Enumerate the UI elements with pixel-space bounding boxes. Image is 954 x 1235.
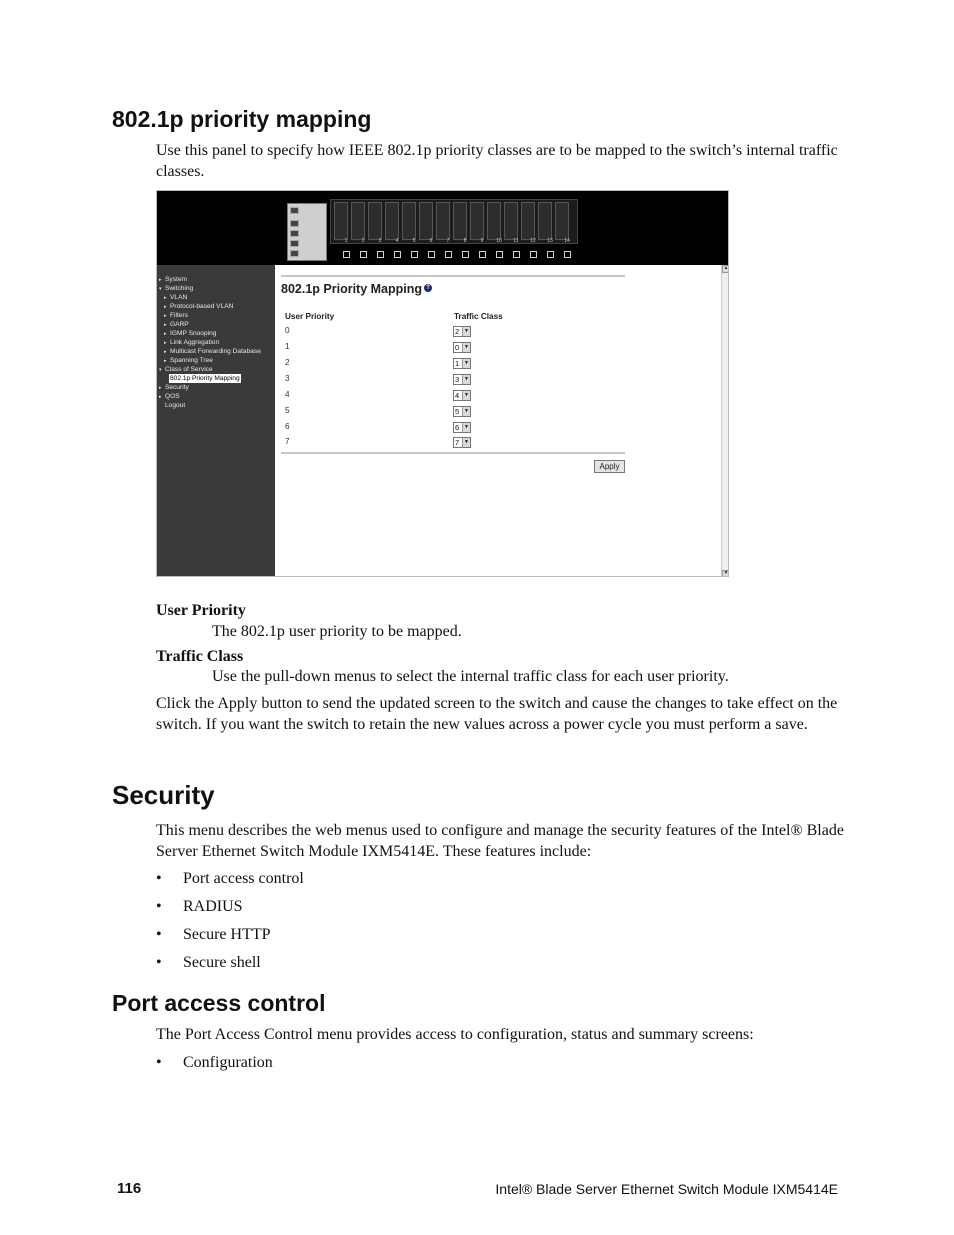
- select-value: 7: [455, 438, 460, 447]
- device-led: [290, 207, 299, 214]
- traffic-class-select[interactable]: [453, 374, 471, 385]
- intro-paragraph: Use this panel to specify how IEEE 802.1p priority classes are to be mapped to the switch’s internal traffic classes.: [156, 142, 838, 180]
- nav-label: Security: [165, 384, 189, 391]
- definition-term: Traffic Class: [156, 648, 244, 665]
- port-number: 3: [378, 238, 382, 244]
- dropdown-arrow-icon: ▼: [462, 375, 470, 384]
- apply-button[interactable]: Apply: [594, 460, 625, 473]
- port-slot: [538, 202, 552, 240]
- traffic-class-select[interactable]: [453, 342, 471, 353]
- col-header-user-priority: User Priority: [285, 312, 335, 321]
- port-led: [428, 251, 435, 258]
- user-priority-value: 4: [285, 390, 290, 399]
- port-slot: [368, 202, 382, 240]
- user-priority-value: 1: [285, 342, 290, 351]
- port-number: 11: [513, 238, 519, 244]
- port-slot: [555, 202, 569, 240]
- list-item: [156, 869, 556, 890]
- port-slot: [521, 202, 535, 240]
- traffic-class-select[interactable]: [453, 422, 471, 433]
- list-item-text: RADIUS: [183, 898, 243, 915]
- port-number: 12: [530, 238, 536, 244]
- page-number: 116: [117, 1180, 142, 1197]
- port-number: 6: [429, 238, 433, 244]
- vertical-scrollbar[interactable]: [721, 265, 729, 577]
- port-slot: [385, 202, 399, 240]
- dropdown-arrow-icon: ▼: [462, 407, 470, 416]
- list-item: [156, 897, 556, 918]
- port-slot: [351, 202, 365, 240]
- traffic-class-select[interactable]: [453, 406, 471, 417]
- port-slot: [453, 202, 467, 240]
- traffic-class-select[interactable]: [453, 390, 471, 401]
- bullet-icon: •: [156, 926, 162, 943]
- port-number: 14: [564, 238, 570, 244]
- nav-label: VLAN: [170, 294, 188, 301]
- bullet-icon: •: [156, 954, 162, 971]
- definition-term: User Priority: [156, 602, 246, 619]
- dropdown-arrow-icon: ▼: [462, 423, 470, 432]
- nav-tree: [157, 265, 275, 577]
- traffic-class-select[interactable]: [453, 358, 471, 369]
- device-led: [290, 250, 299, 257]
- caret-right-icon: ▸: [159, 385, 162, 391]
- port-slot: [487, 202, 501, 240]
- caret-right-icon: ▸: [164, 322, 167, 328]
- dropdown-arrow-icon: ▼: [462, 327, 470, 336]
- nav-label: Spanning Tree: [170, 357, 213, 364]
- port-number: 13: [547, 238, 553, 244]
- list-item-text: Secure shell: [183, 954, 261, 971]
- port-number: 7: [446, 238, 450, 244]
- port-number: 1: [344, 238, 348, 244]
- user-priority-value: 3: [285, 374, 290, 383]
- select-value: 1: [455, 359, 460, 368]
- divider: [281, 452, 625, 454]
- bullet-icon: •: [156, 898, 162, 915]
- user-priority-value: 6: [285, 422, 290, 431]
- section-heading-priority-mapping: 802.1p priority mapping: [112, 106, 372, 132]
- footer-doc-title: Intel® Blade Server Ethernet Switch Module IXM5414E: [495, 1181, 838, 1197]
- nav-label: Switching: [165, 285, 194, 292]
- dropdown-arrow-icon: ▼: [462, 391, 470, 400]
- port-led: [360, 251, 367, 258]
- port-led: [513, 251, 520, 258]
- dropdown-arrow-icon: ▼: [462, 343, 470, 352]
- port-slot: [419, 202, 433, 240]
- caret-right-icon: ▸: [164, 349, 167, 355]
- apply-paragraph: Click the Apply button to send the updated screen to the switch and cause the changes to take effect on the switch. If you want the switch to retain the new values across a power cycle you must perform a save.: [156, 695, 838, 733]
- port-led: [496, 251, 503, 258]
- device-led: [290, 240, 299, 247]
- nav-item-logout[interactable]: Logout: [165, 402, 186, 409]
- list-item: [156, 953, 556, 974]
- help-icon[interactable]: ?: [424, 284, 432, 292]
- select-value: 3: [455, 375, 460, 384]
- nav-label: Protocol-based VLAN: [170, 303, 234, 310]
- dropdown-arrow-icon: ▼: [462, 359, 470, 368]
- port-led: [462, 251, 469, 258]
- scroll-up-icon[interactable]: ▲: [723, 266, 729, 271]
- device-banner: [157, 191, 729, 265]
- caret-right-icon: ▸: [164, 295, 167, 301]
- port-number: 4: [395, 238, 399, 244]
- caret-down-icon: ▾: [159, 286, 162, 292]
- scroll-down-icon[interactable]: ▼: [723, 571, 729, 576]
- nav-label: Multicast Forwarding Database: [170, 348, 261, 355]
- port-number: 9: [480, 238, 484, 244]
- port-access-intro: The Port Access Control menu provides access to configuration, status and summary screens:: [156, 1026, 754, 1043]
- caret-down-icon: ▾: [159, 367, 162, 373]
- list-item: [156, 925, 556, 946]
- list-item-text: Configuration: [183, 1054, 273, 1071]
- caret-right-icon: ▸: [159, 394, 162, 400]
- content-pane: [275, 265, 721, 577]
- traffic-class-select[interactable]: [453, 326, 471, 337]
- definition-desc: Use the pull-down menus to select the internal traffic class for each user priority.: [212, 668, 729, 685]
- dropdown-arrow-icon: ▼: [462, 438, 470, 447]
- nav-label: Link Aggregation: [170, 339, 220, 346]
- port-led: [445, 251, 452, 258]
- select-value: 2: [455, 327, 460, 336]
- panel-title-text: 802.1p Priority Mapping: [281, 282, 423, 296]
- select-value: 5: [455, 407, 460, 416]
- port-number: 10: [496, 238, 502, 244]
- port-led: [377, 251, 384, 258]
- caret-right-icon: ▸: [159, 277, 162, 283]
- caret-right-icon: ▸: [164, 358, 167, 364]
- list-item: [156, 1053, 556, 1074]
- caret-right-icon: ▸: [164, 340, 167, 346]
- section-heading-port-access: Port access control: [112, 990, 326, 1016]
- screenshot-figure: [156, 190, 729, 577]
- nav-item-priority-mapping[interactable]: 802.1p Priority Mapping: [170, 375, 240, 382]
- nav-label: IGMP Snooping: [170, 330, 217, 337]
- security-intro: This menu describes the web menus used to configure and manage the security features of the Intel® Blade Server Ethernet Switch Module IXM5414E. These features include:: [156, 822, 844, 860]
- caret-right-icon: ▸: [164, 304, 167, 310]
- caret-right-icon: ▸: [164, 331, 167, 337]
- select-value: 0: [455, 343, 460, 352]
- user-priority-value: 2: [285, 358, 290, 367]
- port-led: [564, 251, 571, 258]
- definition-desc: The 802.1p user priority to be mapped.: [212, 623, 462, 640]
- user-priority-value: 0: [285, 326, 290, 335]
- select-value: 4: [455, 391, 460, 400]
- section-heading-security: Security: [112, 780, 215, 810]
- port-slot: [470, 202, 484, 240]
- nav-label: GARP: [170, 321, 189, 328]
- port-slot: [504, 202, 518, 240]
- select-value: 6: [455, 423, 460, 432]
- port-number: 2: [361, 238, 365, 244]
- port-led: [411, 251, 418, 258]
- list-item-text: Port access control: [183, 870, 304, 887]
- port-led: [479, 251, 486, 258]
- port-led: [530, 251, 537, 258]
- nav-label: Filters: [170, 312, 188, 319]
- port-led: [547, 251, 554, 258]
- port-led: [343, 251, 350, 258]
- nav-label: Class of Service: [165, 366, 213, 373]
- port-slot: [334, 202, 348, 240]
- traffic-class-select[interactable]: [453, 437, 471, 448]
- caret-right-icon: ▸: [164, 313, 167, 319]
- device-led: [290, 230, 299, 237]
- device-led: [290, 220, 299, 227]
- bullet-icon: •: [156, 870, 162, 887]
- col-header-traffic-class: Traffic Class: [454, 312, 503, 321]
- nav-label: QOS: [165, 393, 180, 400]
- port-number: 5: [412, 238, 416, 244]
- port-led: [394, 251, 401, 258]
- device-front-panel: [287, 203, 327, 261]
- port-slot: [436, 202, 450, 240]
- list-item-text: Secure HTTP: [183, 926, 271, 943]
- nav-label: System: [165, 276, 187, 283]
- port-slot: [402, 202, 416, 240]
- panel-title: [281, 282, 432, 296]
- port-number: 8: [463, 238, 467, 244]
- divider: [281, 275, 625, 277]
- bullet-icon: •: [156, 1054, 162, 1071]
- user-priority-value: 5: [285, 406, 290, 415]
- user-priority-value: 7: [285, 437, 290, 446]
